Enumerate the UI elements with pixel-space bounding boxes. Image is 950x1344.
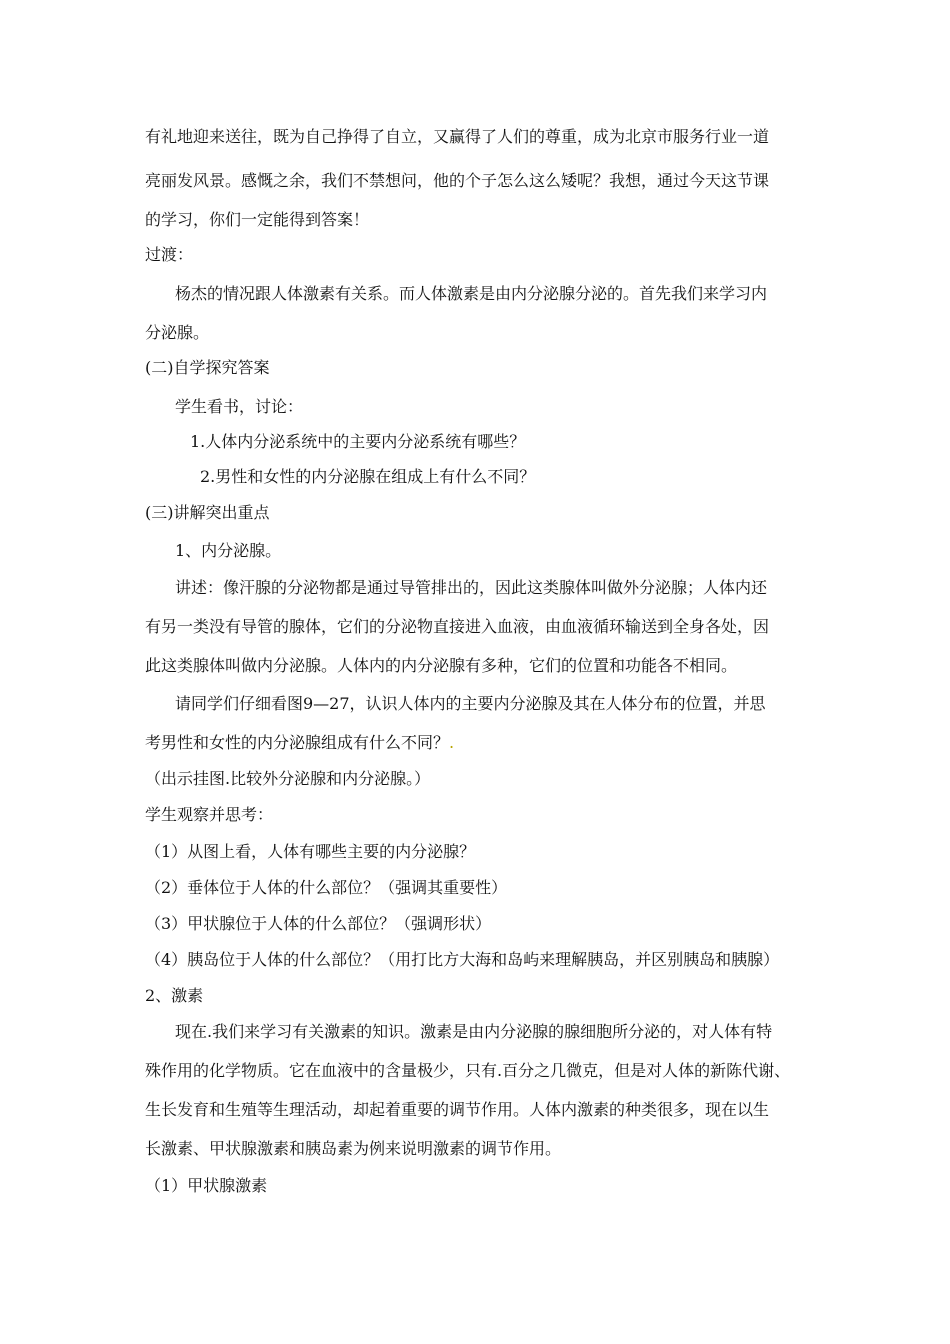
subsection-heading: 1、内分泌腺。 [175, 541, 282, 560]
paragraph-line: 学生看书，讨论： [175, 397, 304, 416]
paragraph-line: 请同学们仔细看图9—27，认识人体内的主要内分泌腺及其在人体分布的位置，并思 [175, 694, 766, 713]
question-item: （4）胰岛位于人体的什么部位？（用打比方大海和岛屿来理解胰岛，并区别胰岛和胰腺） [145, 950, 780, 969]
subsection-heading: 2、激素 [145, 986, 204, 1005]
paragraph-line [145, 733, 454, 753]
paragraph-line: 分泌腺。 [145, 323, 210, 342]
paragraph-line: 有礼地迎来送往，既为自己挣得了自立，又赢得了人们的尊重，成为北京市服务行业一道 [145, 127, 770, 146]
paragraph-line: 殊作用的化学物质。它在血液中的含量极少，只有.百分之几微克，但是对人体的新陈代谢、 [145, 1061, 791, 1080]
section-heading: (三)讲解突出重点 [145, 503, 270, 522]
stray-mark: . [449, 733, 455, 752]
question-item: 1.人体内分泌系统中的主要内分泌系统有哪些？ [190, 432, 526, 451]
paragraph-line: （出示挂图.比较外分泌腺和内分泌腺。） [145, 769, 431, 788]
paragraph-line: 长激素、甲状腺激素和胰岛素为例来说明激素的调节作用。 [145, 1139, 562, 1158]
question-item: （2）垂体位于人体的什么部位？（强调其重要性） [145, 878, 508, 897]
paragraph-line: 生长发育和生殖等生理活动，却起着重要的调节作用。人体内激素的种类很多，现在以生 [145, 1100, 770, 1119]
subsection-heading: （1）甲状腺激素 [145, 1176, 268, 1195]
question-item: （1）从图上看，人体有哪些主要的内分泌腺？ [145, 842, 476, 861]
paragraph-text: 考男性和女性的内分泌腺组成有什么不同？ [145, 733, 450, 752]
question-item: （3）甲状腺位于人体的什么部位？（强调形状） [145, 914, 492, 933]
section-label: 过渡： [145, 245, 194, 264]
paragraph-line: 现在.我们来学习有关激素的知识。激素是由内分泌腺的腺细胞所分泌的，对人体有特 [175, 1022, 773, 1041]
paragraph-line: 讲述：像汗腺的分泌物都是通过导管排出的，因此这类腺体叫做外分泌腺；人体内还 [175, 578, 768, 597]
question-item: 2.男性和女性的内分泌腺在组成上有什么不同？ [200, 467, 536, 486]
section-heading: (二)自学探究答案 [145, 358, 270, 377]
paragraph-line: 此这类腺体叫做内分泌腺。人体内的内分泌腺有多种，它们的位置和功能各不相同。 [145, 656, 738, 675]
paragraph-line: 亮丽发风景。感慨之余，我们不禁想问，他的个子怎么这么矮呢？我想，通过今天这节课 [145, 171, 770, 190]
paragraph-line: 杨杰的情况跟人体激素有关系。而人体激素是由内分泌腺分泌的。首先我们来学习内 [175, 284, 768, 303]
paragraph-line: 有另一类没有导管的腺体，它们的分泌物直接进入血液，由血液循环输送到全身各处，因 [145, 617, 770, 636]
paragraph-line: 的学习，你们一定能得到答案！ [145, 210, 370, 229]
paragraph-line: 学生观察并思考： [145, 805, 274, 824]
